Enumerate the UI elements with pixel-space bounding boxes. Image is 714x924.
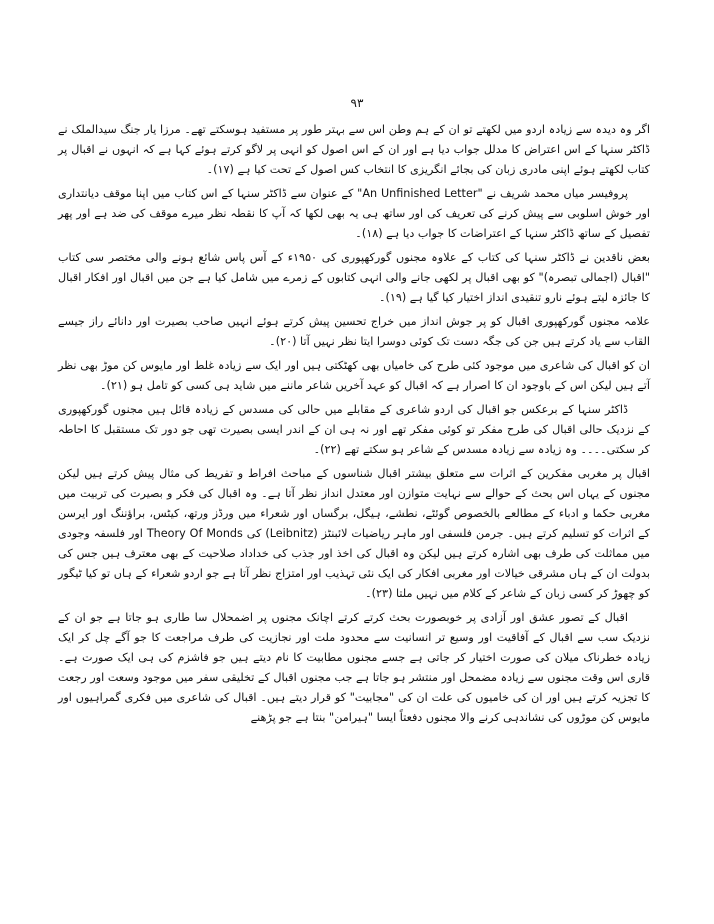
paragraph-1: اگر وہ دیدہ سے زیادہ اردو میں لکھتے تو ان کے ہم وطن اس سے بہتر طور پر مستفید ہوسکتے تھے۔ مرزا یار جنگ سیدالملک نے ڈاکٹر سنہا کے اس اعتراض کا مدلل جواب دیا ہے اور ان کے اس اصول کو انہی پر لاگو کرتے ہوئے کہا ہے کہ انہوں نے اقبال پر کتاب لکھتے ہوئے اپنی مادری زبان کی بجائے انگریزی کا انتخاب کس اصول کے تحت کیا ہے (۱۷)۔ [58,123,650,176]
page-number: ۹۳ [350,96,364,110]
paragraph-6: ڈاکٹر سنہا کے برعکس جو اقبال کی اردو شاعری کے مقابلے میں حالی کی مسدس کے زیادہ قائل ہیں مجنوں گورکھپوری کے نزدیک حالی اقبال کی طرح مفکر تو کوئی مفکر تھے اور نہ ہی ان کے اندر ایسی بصیرت تھی جو دور تک مستقبل کا احاطہ کر سکتی۔۔۔۔ وہ زیادہ سے زیادہ مسدس کے شاعر ہو سکتے تھے (۲۲)۔ [58,403,650,456]
paragraph-4: علامہ مجنوں گورکھپوری اقبال کو پر جوش انداز میں خراج تحسین پیش کرتے ہوئے انہیں صاحب بصیرت اور دانائے راز جیسے القاب سے یاد کرتے ہیں جن کی جگہ دست تک کوئی دوسرا ایتا نظر نہیں آتا (۲۰)۔ [58,315,650,348]
paragraph-5: ان کو اقبال کی شاعری میں موجود کئی طرح کی خامیاں بھی کھٹکتی ہیں اور ایک سے زیادہ غلط اور مایوس کن موڑ بھی نظر آتے ہیں لیکن اس کے باوجود ان کا اصرار ہے کہ اقبال کو عہد آخریں شاعر ماننے میں شاید ہی کسی کو تامل ہو (۲۱)۔ [58,359,650,392]
paragraph-3: بعض ناقدین نے ڈاکٹر سنہا کی کتاب کے علاوہ مجنوں گورکھپوری کی ۱۹۵۰ء کے آس پاس شائع ہونے والی مختصر سی کتاب "اقبال (اجمالی تبصرہ)" کو بھی اقبال پر لکھی جانے والی انہی کتابوں کے زمرے میں شامل کیا ہے جن میں اقبال اور افکار اقبال کا جائزہ لیتے ہوئے نارو تنقیدی انداز اختیار کیا گیا ہے (۱۹)۔ [58,251,651,304]
paragraph-2: پروفیسر میاں محمد شریف نے "An Unfinished Letter" کے عنوان سے ڈاکٹر سنہا کے اس کتاب میں اپنا موقف دیانتداری اور خوش اسلوبی سے پیش کرنے کی تعریف کی اور ساتھ ہی یہ بھی لکھا کہ آپ کا نقطہ نظر میرے موقف کی ضد ہے اور پھر تفصیل کے ساتھ ڈاکٹر سنہا کے اعتراضات کا جواب دیا ہے (۱۸)۔ [58,187,650,240]
body-text [58,120,650,732]
paragraph-7: اقبال پر مغربی مفکرین کے اثرات سے متعلق بیشتر اقبال شناسوں کے مباحث افراط و تفریط کی مثال پیش کرتے ہیں لیکن مجنوں کے یہاں اس بحث کے حوالے سے نہایت متوازن اور معتدل انداز نظر آتا ہے۔ وہ اقبال کی فکر و بصیرت کی تربیت میں مغربی حکما و ادباء کے مطالعے بالخصوص گوئٹے، نطشے، ہیگل، برگساں اور شعراء میں ورڈز ورتھ، کیٹس، براؤننگ اور ایرسن کے اثرات کو تسلیم کرتے ہیں۔ جرمن فلسفی اور ماہر ریاضیات لائبنٹز (Leibnitz) کی Theory Of Monds اور فلسفہ وجودی میں مماثلت کی طرف بھی اشارہ کرتے ہیں لیکن وہ اقبال کی اخذ اور جذب کی خداداد صلاحیت کے بھی معترف ہیں جس کی بدولت ان کے ہاں مشرقی خیالات اور مغربی افکار کی ایک نئی تہذیب اور امتزاج نظر آتا ہے جو اردو شعراء کے ہاں تو کیا ٹیگور کو چھوڑ کر کسی زبان کے شاعر کے کلام میں نہیں ملتا (۲۳)۔ [58,467,650,600]
paragraph-8: اقبال کے تصور عشق اور آزادی پر خوبصورت بحث کرتے کرتے اچانک مجنوں پر اضمحلال سا طاری ہو جاتا ہے جو ان کے نزدیک سب سے اقبال کے آفاقیت اور وسیع تر انسانیت سے محدود ملت اور نجازیت کی طرف مراجعت کا جو آگے چل کر ایک زیادہ خطرناک میلان کی صورت اختیار کر جاتی ہے جسے مجنوں مطابیت کا نام دیتے ہیں جو فاشزم کی ہی ایک صورت ہے۔ قاری اس وقت مجنوں سے زیادہ مضمحل اور منتشر ہو جاتا ہے جب مجنوں اقبال کے تخلیقی سفر میں موجود وسعت اور رجعت کا تجزیہ کرتے ہیں اور ان کی خامیوں کی علت ان کی "مجابیت" کو قرار دیتے ہیں۔ اقبال کی شاعری میں فکری گمراہیوں اور مایوس کن موڑوں کی نشاندہی کرنے والا مجنوں دفعتاً ایسا "ہیرامن" بنتا ہے جو پڑھنے [58,611,650,724]
